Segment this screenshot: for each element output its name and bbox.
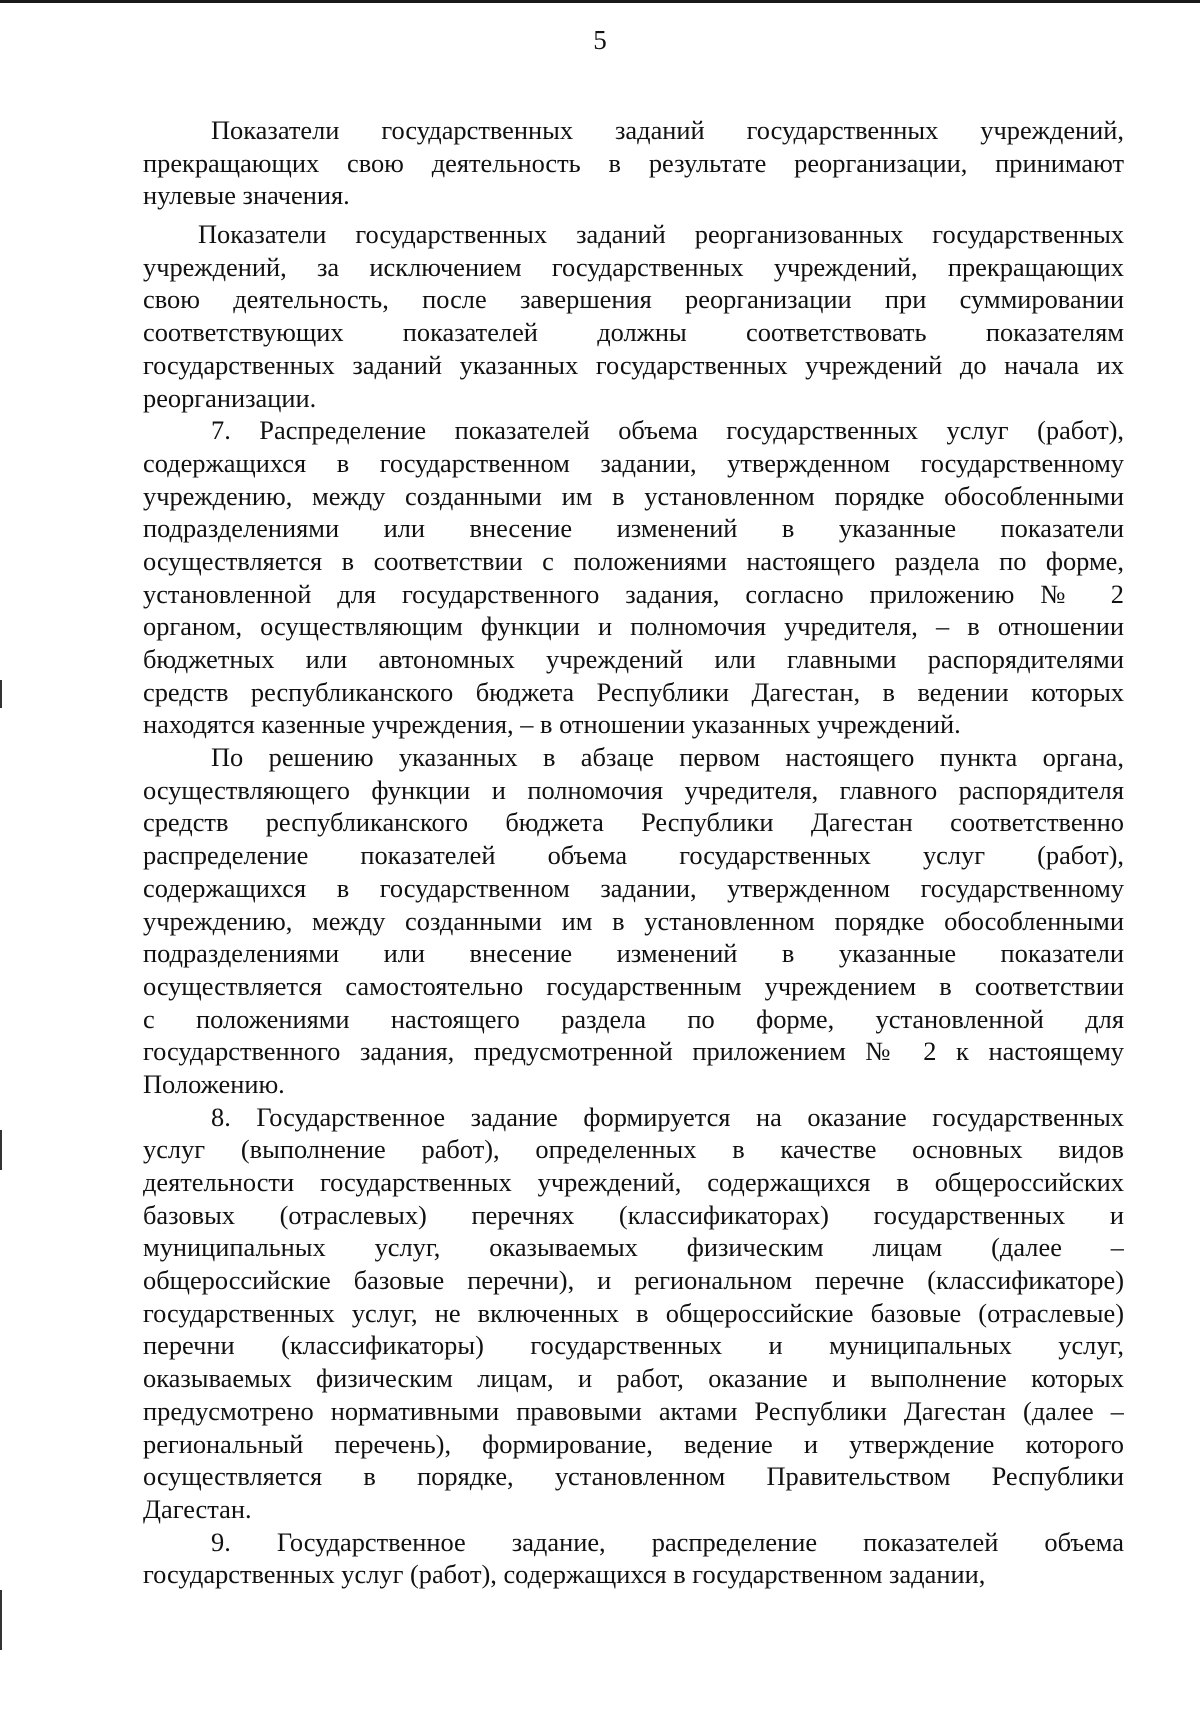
text-line: соответствующих показателей должны соответствовать показателям [143,317,1124,348]
paragraph [143,114,1124,212]
text-line: учреждению, между созданными им в установленном порядке обособленными [143,480,1124,511]
scan-mark [0,1130,2,1170]
paragraph [143,1101,1124,1526]
text-line: прекращающих свою деятельность в результате реорганизации, принимают [143,147,1124,178]
text-line: содержащихся в государственном задании, утвержденном государственному [143,872,1124,903]
text-line: осуществляется в порядке, установленном Правительством Республики [143,1461,1124,1492]
text-line: содержащихся в государственном задании, утвержденном государственному [143,447,1124,478]
text-line: с положениями настоящего раздела по форме, установленной для [143,1003,1124,1034]
text-line: 9. Государственное задание, распределение показателей объема [211,1526,1124,1557]
text-line: подразделениями или внесение изменений в указанные показатели [143,938,1124,969]
text-line: Показатели государственных заданий реорганизованных государственных [198,219,1124,250]
text-line: учреждений, за исключением государственных учреждений, прекращающих [143,251,1124,282]
text-line: средств республиканского бюджета Республики Дагестан соответственно [143,807,1124,838]
text-line: средств республиканского бюджета Республики Дагестан, в ведении которых [143,676,1124,707]
text-line: Показатели государственных заданий государственных учреждений, [211,115,1124,145]
text-line: государственных заданий указанных государственных учреждений до начала их [143,349,1124,380]
scan-mark [0,1590,2,1650]
text-line: государственных услуг (работ), содержащихся в государственном задании, [143,1559,986,1590]
text-line: нулевые значения. [143,180,350,211]
paragraph [143,1526,1124,1591]
text-line: осуществляющего функции и полномочия учредителя, главного распорядителя [143,774,1124,805]
text-line: региональный перечень), формирование, ведение и утверждение которого [143,1428,1124,1459]
text-line: государственных услуг, не включенных в общероссийские базовые (отраслевые) [143,1297,1124,1328]
scan-mark [0,680,2,708]
text-line: оказываемых физическим лицам, и работ, оказание и выполнение которых [143,1363,1124,1394]
text-line: Положению. [143,1068,285,1099]
text-line: Дагестан. [143,1493,252,1524]
paragraph [143,218,1124,414]
text-line: органом, осуществляющим функции и полномочия учредителя, – в отношении [143,611,1124,642]
scan-top-edge [0,0,1200,3]
text-line: свою деятельность, после завершения реорганизации при суммировании [143,284,1124,315]
text-line: 8. Государственное задание формируется на оказание государственных [211,1101,1124,1132]
text-line: деятельности государственных учреждений, содержащихся в общероссийских [143,1167,1124,1197]
text-line: бюджетных или автономных учреждений или главными распорядителями [143,644,1124,674]
text-line: учреждению, между созданными им в установленном порядке обособленными [143,905,1124,936]
text-line: распределение показателей объема государственных услуг (работ), [143,840,1124,871]
text-line: подразделениями или внесение изменений в указанные показатели [143,513,1124,544]
text-line: муниципальных услуг, оказываемых физическим лицам (далее – [143,1232,1124,1263]
text-line: общероссийские базовые перечни), и региональном перечне (классификаторе) [143,1265,1124,1296]
text-line: осуществляется в соответствии с положениями настоящего раздела по форме, [143,545,1124,576]
text-line: По решению указанных в абзаце первом настоящего пункта органа, [211,742,1124,773]
document-body [143,114,1124,1591]
paragraph [143,414,1124,741]
text-line: осуществляется самостоятельно государственным учреждением в соответствии [143,970,1124,1001]
text-line: реорганизации. [143,382,317,413]
text-line: перечни (классификаторы) государственных и муниципальных услуг, [143,1330,1124,1361]
paragraph [143,741,1124,1101]
text-line: базовых (отраслевых) перечнях (классификаторах) государственных и [143,1199,1124,1230]
text-line: 7. Распределение показателей объема государственных услуг (работ), [211,415,1124,446]
text-line: государственного задания, предусмотренной приложением № 2 к настоящему [143,1036,1124,1067]
text-line: установленной для государственного задания, согласно приложению № 2 [143,578,1124,609]
text-line: находятся казенные учреждения, – в отношении указанных учреждений. [143,709,961,740]
text-line: услуг (выполнение работ), определенных в качестве основных видов [143,1134,1124,1165]
page-number: 5 [593,25,607,55]
text-line: предусмотрено нормативными правовыми актами Республики Дагестан (далее – [143,1395,1124,1426]
